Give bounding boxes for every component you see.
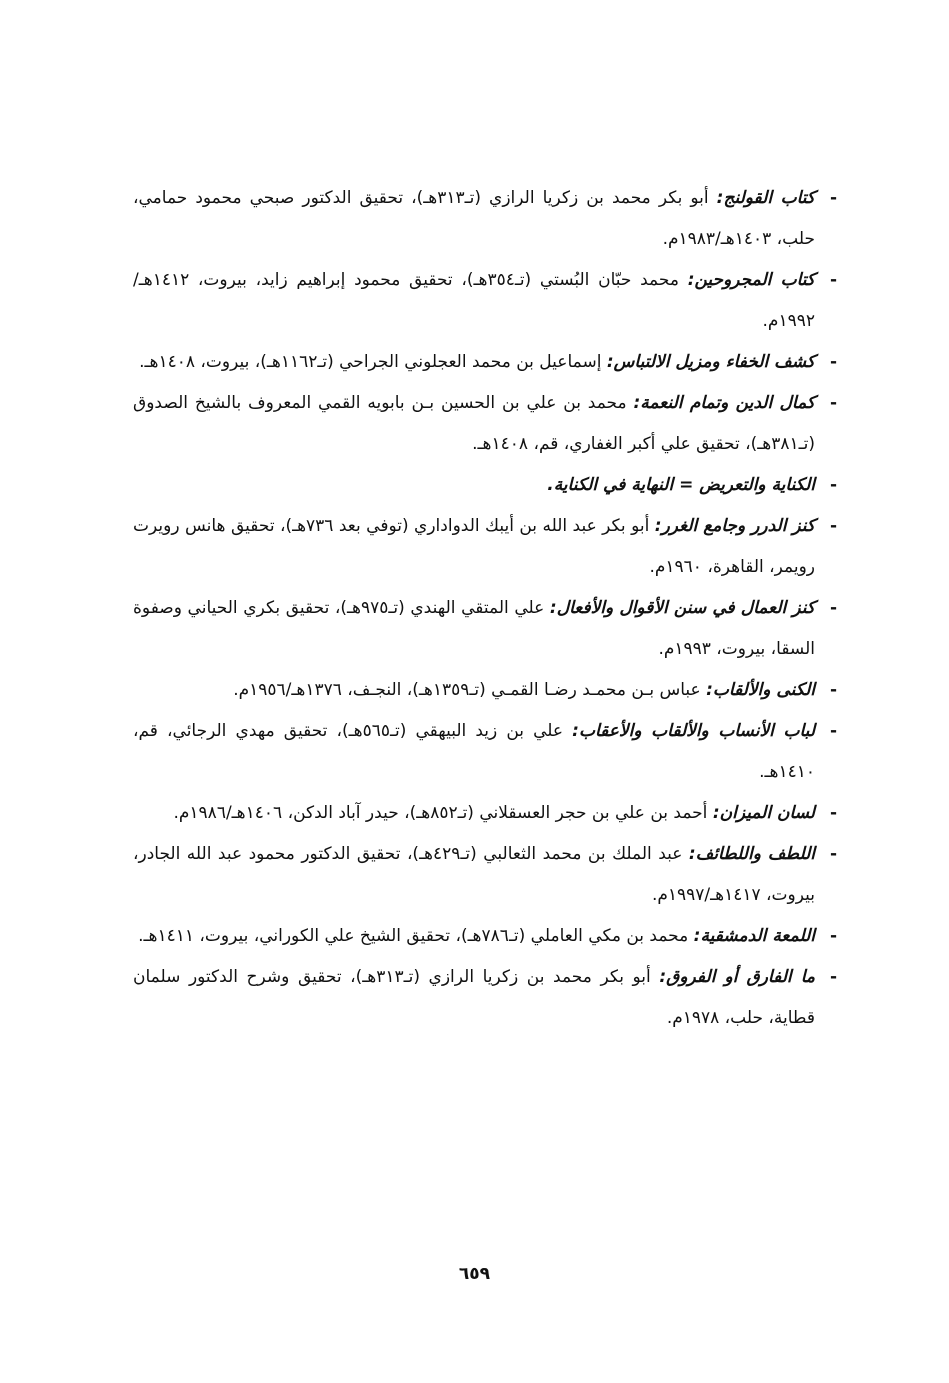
entry-bullet: -: [829, 475, 837, 495]
entry-bullet: -: [829, 721, 837, 741]
entry-bullet: -: [829, 598, 837, 618]
entry-bullet: -: [829, 803, 837, 823]
entry-bullet: -: [829, 680, 837, 700]
bibliography-entry: [133, 383, 837, 465]
entry-title: كنز الدرر وجامع الغرر:: [654, 516, 815, 536]
entry-title: كتاب القولنج:: [716, 188, 816, 208]
entry-bullet: -: [829, 844, 837, 864]
bibliography-entry: [133, 670, 837, 711]
entry-bullet: -: [829, 270, 837, 290]
entry-text: علي المتقي الهندي (تـ٩٧٥هـ)، تحقيق بكري الحياني وصفوة السقا، بيروت، ١٩٩٣م.: [133, 598, 815, 659]
bibliography-entry: [133, 506, 837, 588]
bibliography-entry: [133, 465, 837, 506]
entry-bullet: -: [829, 926, 837, 946]
entry-text: أبو بكر عبد الله بن أيبك الدواداري (توفي بعد ٧٣٦هـ)، تحقيق هانس رويرت رويمر، القاهرة، ١٩٦٠م.: [133, 516, 815, 577]
entry-title: الكنى والألقاب:: [706, 680, 815, 700]
entry-title: لباب الأنساب والألقاب والأعقاب:: [572, 721, 815, 741]
entry-text: علي بن زيد البيهقي (تـ٥٦٥هـ)، تحقيق مهدي الرجائي، قم، ١٤١٠هـ.: [133, 721, 815, 782]
entry-text: أبو بكر محمد بن زكريا الرازي (تـ٣١٣هـ)، تحقيق وشرح الدكتور سلمان قطاية، حلب، ١٩٧٨م.: [133, 967, 815, 1028]
entry-text: أحمد بن علي بن حجر العسقلاني (تـ٨٥٢هـ)، حيدر آباد الدكن، ١٤٠٦هـ/١٩٨٦م.: [173, 803, 713, 823]
entry-bullet: -: [829, 516, 837, 536]
bibliography-entry: [133, 260, 837, 342]
entry-title: لسان الميزان:: [712, 803, 815, 823]
entry-title: الكناية والتعريض = النهاية في الكناية.: [547, 475, 815, 495]
bibliography-entry: [133, 916, 837, 957]
bibliography-entry: [133, 342, 837, 383]
entry-bullet: -: [829, 393, 837, 413]
entry-bullet: -: [829, 188, 837, 208]
entry-text: أبو بكر محمد بن زكريا الرازي (تـ٣١٣هـ)، تحقيق الدكتور صبحي محمود حمامي، حلب، ١٤٠٣هـ/١٩٨٣م.: [133, 188, 815, 249]
bibliography-entry: [133, 178, 837, 260]
entry-title: كشف الخفاء ومزيل الالتباس:: [606, 352, 815, 372]
entry-title: كمال الدين وتمام النعمة:: [633, 393, 815, 413]
bibliography-list: [133, 178, 837, 1039]
bibliography-entry: [133, 834, 837, 916]
bibliography-entry: [133, 957, 837, 1039]
entry-bullet: -: [829, 352, 837, 372]
bibliography-entry: [133, 588, 837, 670]
entry-bullet: -: [829, 967, 837, 987]
entry-text: عبد الملك بن محمد الثعالبي (تـ٤٢٩هـ)، تحقيق الدكتور محمود عبد الله الجادر، بيروت، ١٤١٧هـ/١٩٩٧م.: [133, 844, 815, 905]
entry-title: كنز العمال في سنن الأقوال والأفعال:: [549, 598, 815, 618]
entry-text: إسماعيل بن محمد العجلوني الجراحي (تـ١١٦٢هـ)، بيروت، ١٤٠٨هـ.: [139, 352, 607, 372]
entry-text: عباس بـن محمـد رضـا القمـي (تـ١٣٥٩هـ)، النجـف، ١٣٧٦هـ/١٩٥٦م.: [233, 680, 707, 700]
entry-text: محمد حبّان البُستي (تـ٣٥٤هـ)، تحقيق محمود إبراهيم زايد، بيروت، ١٤١٢هـ/١٩٩٢م.: [133, 270, 815, 331]
entry-title: كتاب المجروحين:: [687, 270, 815, 290]
bibliography-entry: [133, 711, 837, 793]
entry-title: ما الفارق أو الفروق:: [659, 967, 815, 987]
entry-title: اللطف واللطائف:: [688, 844, 815, 864]
bibliography-entry: [133, 793, 837, 834]
entry-title: اللمعة الدمشقية:: [693, 926, 815, 946]
entry-text: محمد بن علي بن الحسين بـن بابويه القمي المعروف بالشيخ الصدوق (تـ٣٨١هـ)، تحقيق علي أكبر الغفاري، قم، ١٤٠٨هـ.: [133, 393, 815, 454]
page-number: ٦٥٩: [458, 1264, 491, 1284]
entry-text: محمد بن مكي العاملي (تـ٧٨٦هـ)، تحقيق الشيخ علي الكوراني، بيروت، ١٤١١هـ.: [138, 926, 694, 946]
